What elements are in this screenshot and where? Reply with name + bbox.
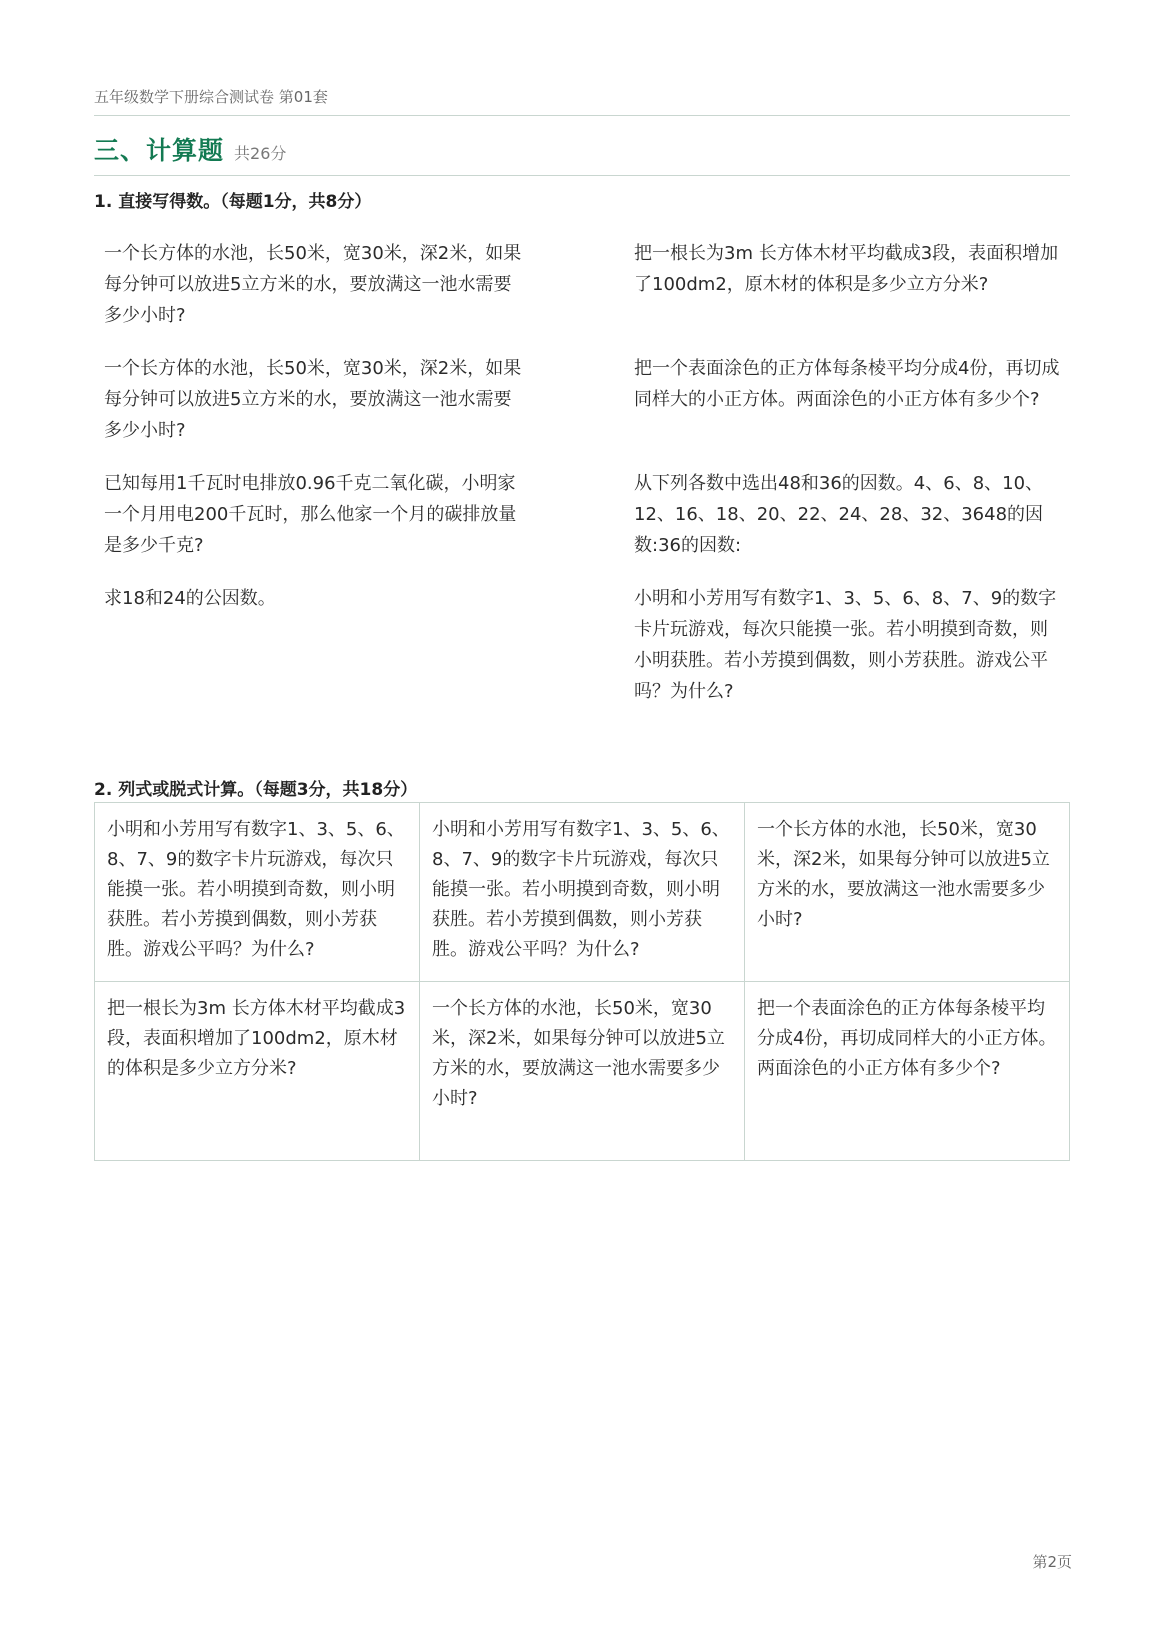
header-divider <box>94 115 1070 116</box>
problem-4: 把一个表面涂色的正方体每条棱平均分成4份，再切成同样大的小正方体。两面涂色的小正方体有多少个? <box>634 358 1060 410</box>
table-cell: 一个长方体的水池，长50米，宽30米，深2米，如果每分钟可以放进5立方米的水，要放满这一池水需要多少小时? <box>745 803 1070 982</box>
table-cell: 一个长方体的水池，长50米，宽30米，深2米，如果每分钟可以放进5立方米的水，要放满这一池水需要多少小时? <box>420 982 745 1161</box>
table-row <box>95 982 1070 1161</box>
problem-5: 已知每用1千瓦时电排放0.96千克二氧化碳，小明家一个月用电200千瓦时，那么他家一个月的碳排放量是多少千克? <box>104 473 517 556</box>
question-1-problems <box>104 238 1064 707</box>
table-cell: 把一个表面涂色的正方体每条棱平均分成4份，再切成同样大的小正方体。两面涂色的小正方体有多少个? <box>745 982 1070 1161</box>
page-header: 五年级数学下册综合测试卷 第01套 <box>94 88 328 106</box>
page-number: 第2页 <box>1032 1553 1072 1571</box>
section-divider <box>94 175 1070 176</box>
question-2-table <box>94 802 1070 1161</box>
problem-2: 把一根长为3m 长方体木材平均截成3段，表面积增加了100dm2，原木材的体积是多少立方分米? <box>634 243 1059 295</box>
problem-8: 小明和小芳用写有数字1、3、5、6、8、7、9的数字卡片玩游戏，每次只能摸一张。若小明摸到奇数，则小明获胜。若小芳摸到偶数，则小芳获胜。游戏公平吗？为什么? <box>634 588 1057 702</box>
table-cell: 小明和小芳用写有数字1、3、5、6、8、7、9的数字卡片玩游戏，每次只能摸一张。若小明摸到奇数，则小明获胜。若小芳摸到偶数，则小芳获胜。游戏公平吗？为什么? <box>420 803 745 982</box>
problem-1: 一个长方体的水池，长50米，宽30米，深2米，如果每分钟可以放进5立方米的水，要放满这一池水需要多少小时? <box>104 243 522 326</box>
problem-7: 求18和24的公因数。 <box>104 588 276 609</box>
table-cell: 把一根长为3m 长方体木材平均截成3段，表面积增加了100dm2，原木材的体积是多少立方分米? <box>95 982 420 1161</box>
table-cell: 小明和小芳用写有数字1、3、5、6、8、7、9的数字卡片玩游戏，每次只能摸一张。若小明摸到奇数，则小明获胜。若小芳摸到偶数，则小芳获胜。游戏公平吗？为什么? <box>95 803 420 982</box>
question-2-heading: 2. 列式或脱式计算。（每题3分，共18分） <box>94 780 418 800</box>
question-1-heading: 1. 直接写得数。（每题1分，共8分） <box>94 192 372 212</box>
table-row <box>95 803 1070 982</box>
problem-6: 从下列各数中选出48和36的因数。4、6、8、10、12、16、18、20、22、24、28、32、3648的因数:36的因数: <box>634 473 1044 556</box>
section-title-text: 三、计算题 <box>94 136 225 165</box>
section-points: 共26分 <box>234 144 287 163</box>
section-title <box>94 131 286 167</box>
problem-3: 一个长方体的水池，长50米，宽30米，深2米，如果每分钟可以放进5立方米的水，要放满这一池水需要多少小时? <box>104 358 522 441</box>
